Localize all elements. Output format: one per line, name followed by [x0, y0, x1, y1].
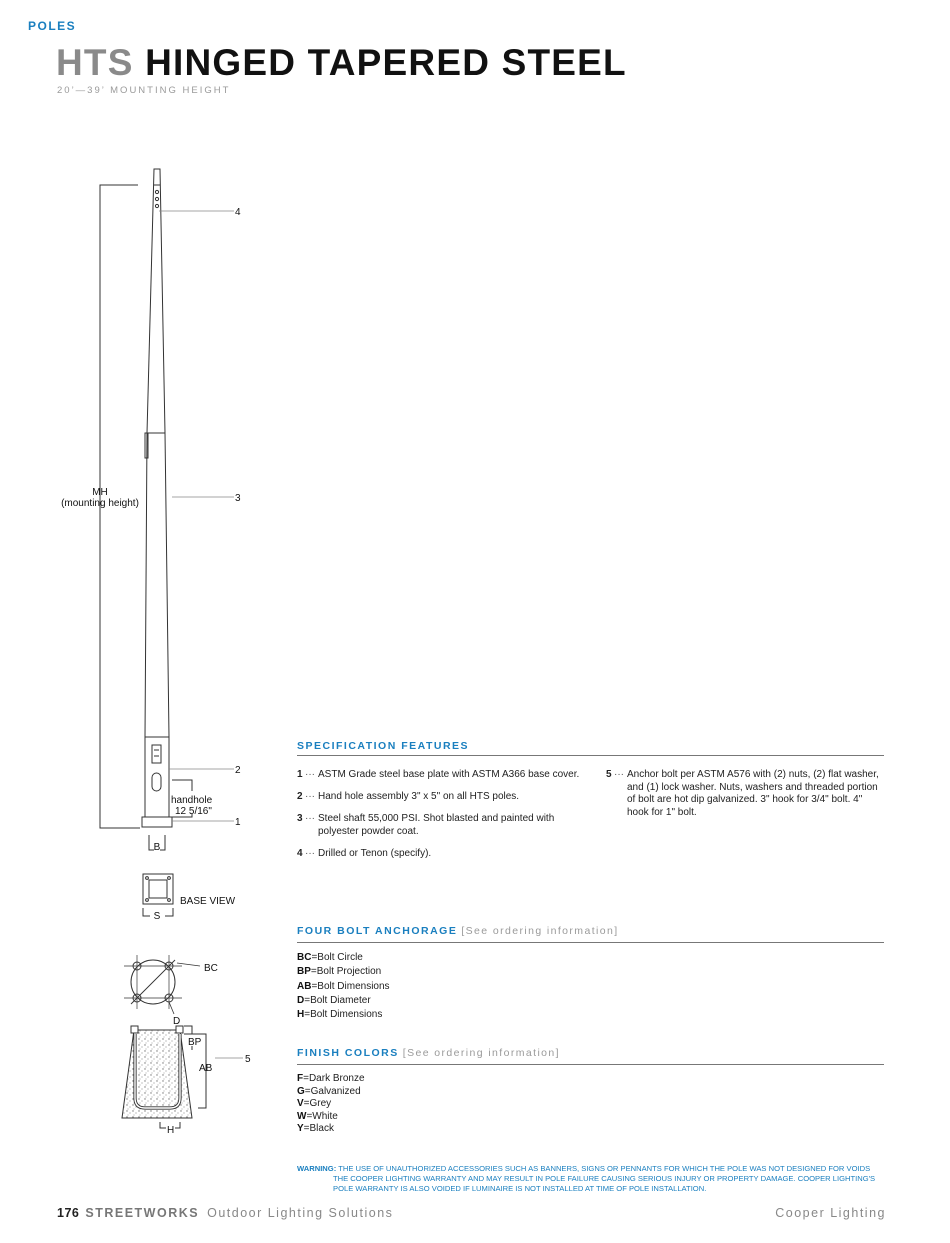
- callout-1: 1: [235, 817, 241, 828]
- mh-label: MH: [92, 487, 108, 498]
- footer-left: [57, 1206, 393, 1220]
- list-item: G=Galvanized: [297, 1085, 361, 1097]
- finish-ordering-ref: [See ordering information]: [402, 1047, 560, 1059]
- list-item: AB=Bolt Dimensions: [297, 980, 390, 992]
- lower-shaft: [145, 433, 169, 737]
- list-item: D=Bolt Diameter: [297, 994, 371, 1006]
- anchorage-divider: [297, 942, 884, 943]
- bc-label: BC: [204, 963, 218, 974]
- spec-feature-2: 2 ··· Hand hole assembly 3" x 5" on all HTS poles.: [297, 791, 520, 802]
- bolt-circle-diagram: [124, 955, 200, 1014]
- page-number: 176: [57, 1206, 80, 1220]
- finish-heading: FINISH COLORS [See ordering information]: [297, 1047, 560, 1059]
- base-section: [145, 737, 169, 817]
- d-label: D: [173, 1016, 181, 1027]
- spec-divider: [297, 755, 884, 756]
- base-plate: [142, 817, 172, 827]
- warning-label: WARNING:: [297, 1164, 337, 1173]
- list-item: BC=Bolt Circle: [297, 952, 363, 963]
- ab-label: AB: [199, 1063, 213, 1074]
- callout-3: 3: [235, 493, 241, 504]
- base-view-plate: [143, 874, 173, 904]
- footer-tagline: Outdoor Lighting Solutions: [207, 1206, 394, 1220]
- list-item: Y=Black: [297, 1123, 334, 1135]
- h-label: H: [167, 1125, 175, 1136]
- mounting-height-subtitle: 20’—39’ MOUNTING HEIGHT: [57, 85, 231, 96]
- bp-label: BP: [188, 1037, 202, 1048]
- base-view-label: BASE VIEW: [180, 896, 236, 907]
- callout-2: 2: [235, 765, 241, 776]
- handhole-dimension: 12 5/16": [175, 806, 212, 817]
- product-name: HINGED TAPERED STEEL: [145, 42, 627, 83]
- list-item: W=White: [297, 1110, 338, 1122]
- handhole: [152, 773, 161, 791]
- upper-shaft: [147, 169, 165, 433]
- handhole-label: handhole: [171, 795, 213, 806]
- spec-heading: SPECIFICATION FEATURES: [297, 740, 470, 752]
- list-item: V=Grey: [297, 1098, 332, 1110]
- spec-feature-1: 1 ··· ASTM Grade steel base plate with ASTM A366 base cover.: [297, 769, 580, 780]
- list-item: H=Bolt Dimensions: [297, 1009, 383, 1021]
- footer-brand: STREETWORKS: [85, 1206, 200, 1220]
- spec-feature-4: 4 ··· Drilled or Tenon (specify).: [297, 848, 432, 859]
- spec-feature-3: 3 ··· Steel shaft 55,000 PSI. Shot blasted and painted with polyester powder coat.: [297, 813, 555, 837]
- anchorage-ordering-ref: [See ordering information]: [461, 925, 619, 937]
- warning-text: THE USE OF UNAUTHORIZED ACCESSORIES SUCH AS BANNERS, SIGNS OR PENNANTS FOR WHICH THE POLE WAS NOT DESIGNED FOR VOIDS THE COOPER LIGHTING WARRANTY AND MAY RESULT IN POLE FAILURE CAUSING SERIOUS INJURY OR PROPERTY DAMAGE. COOPER LIGHTING'S POLE WARRANTY IS ALSO VOIDED IF LUMINAIRE IS NOT INSTALLED AT TIME OF POLE INSTALLATION.: [333, 1164, 876, 1193]
- callout-4: 4: [235, 207, 241, 218]
- finish-divider: [297, 1064, 884, 1065]
- finish-list: [297, 1073, 365, 1136]
- product-code: HTS: [56, 42, 134, 83]
- spec-feature-5: 5 ··· Anchor bolt per ASTM A576 with (2) nuts, (2) flat washer, and (1) lock washer. Nuts, washers and threaded portion of bolt are hot dip galvanized. 3" hook for 3/4" bolt. 4" hook for 1" bolt.: [606, 769, 879, 818]
- list-item: F=Dark Bronze: [297, 1073, 365, 1084]
- mh-label-sub: (mounting height): [61, 498, 139, 509]
- b-label: B: [153, 842, 161, 853]
- anchorage-heading: FOUR BOLT ANCHORAGE [See ordering information]: [297, 925, 619, 937]
- pole-technical-drawing: [0, 0, 300, 1243]
- footer-company: Cooper Lighting: [775, 1206, 886, 1220]
- s-label: S: [153, 911, 161, 922]
- section-label: POLES: [28, 19, 77, 33]
- list-item: BP=Bolt Projection: [297, 966, 382, 978]
- callout-5: 5: [245, 1054, 251, 1065]
- anchorage-list: [297, 951, 390, 1022]
- warning-note: [297, 1164, 887, 1194]
